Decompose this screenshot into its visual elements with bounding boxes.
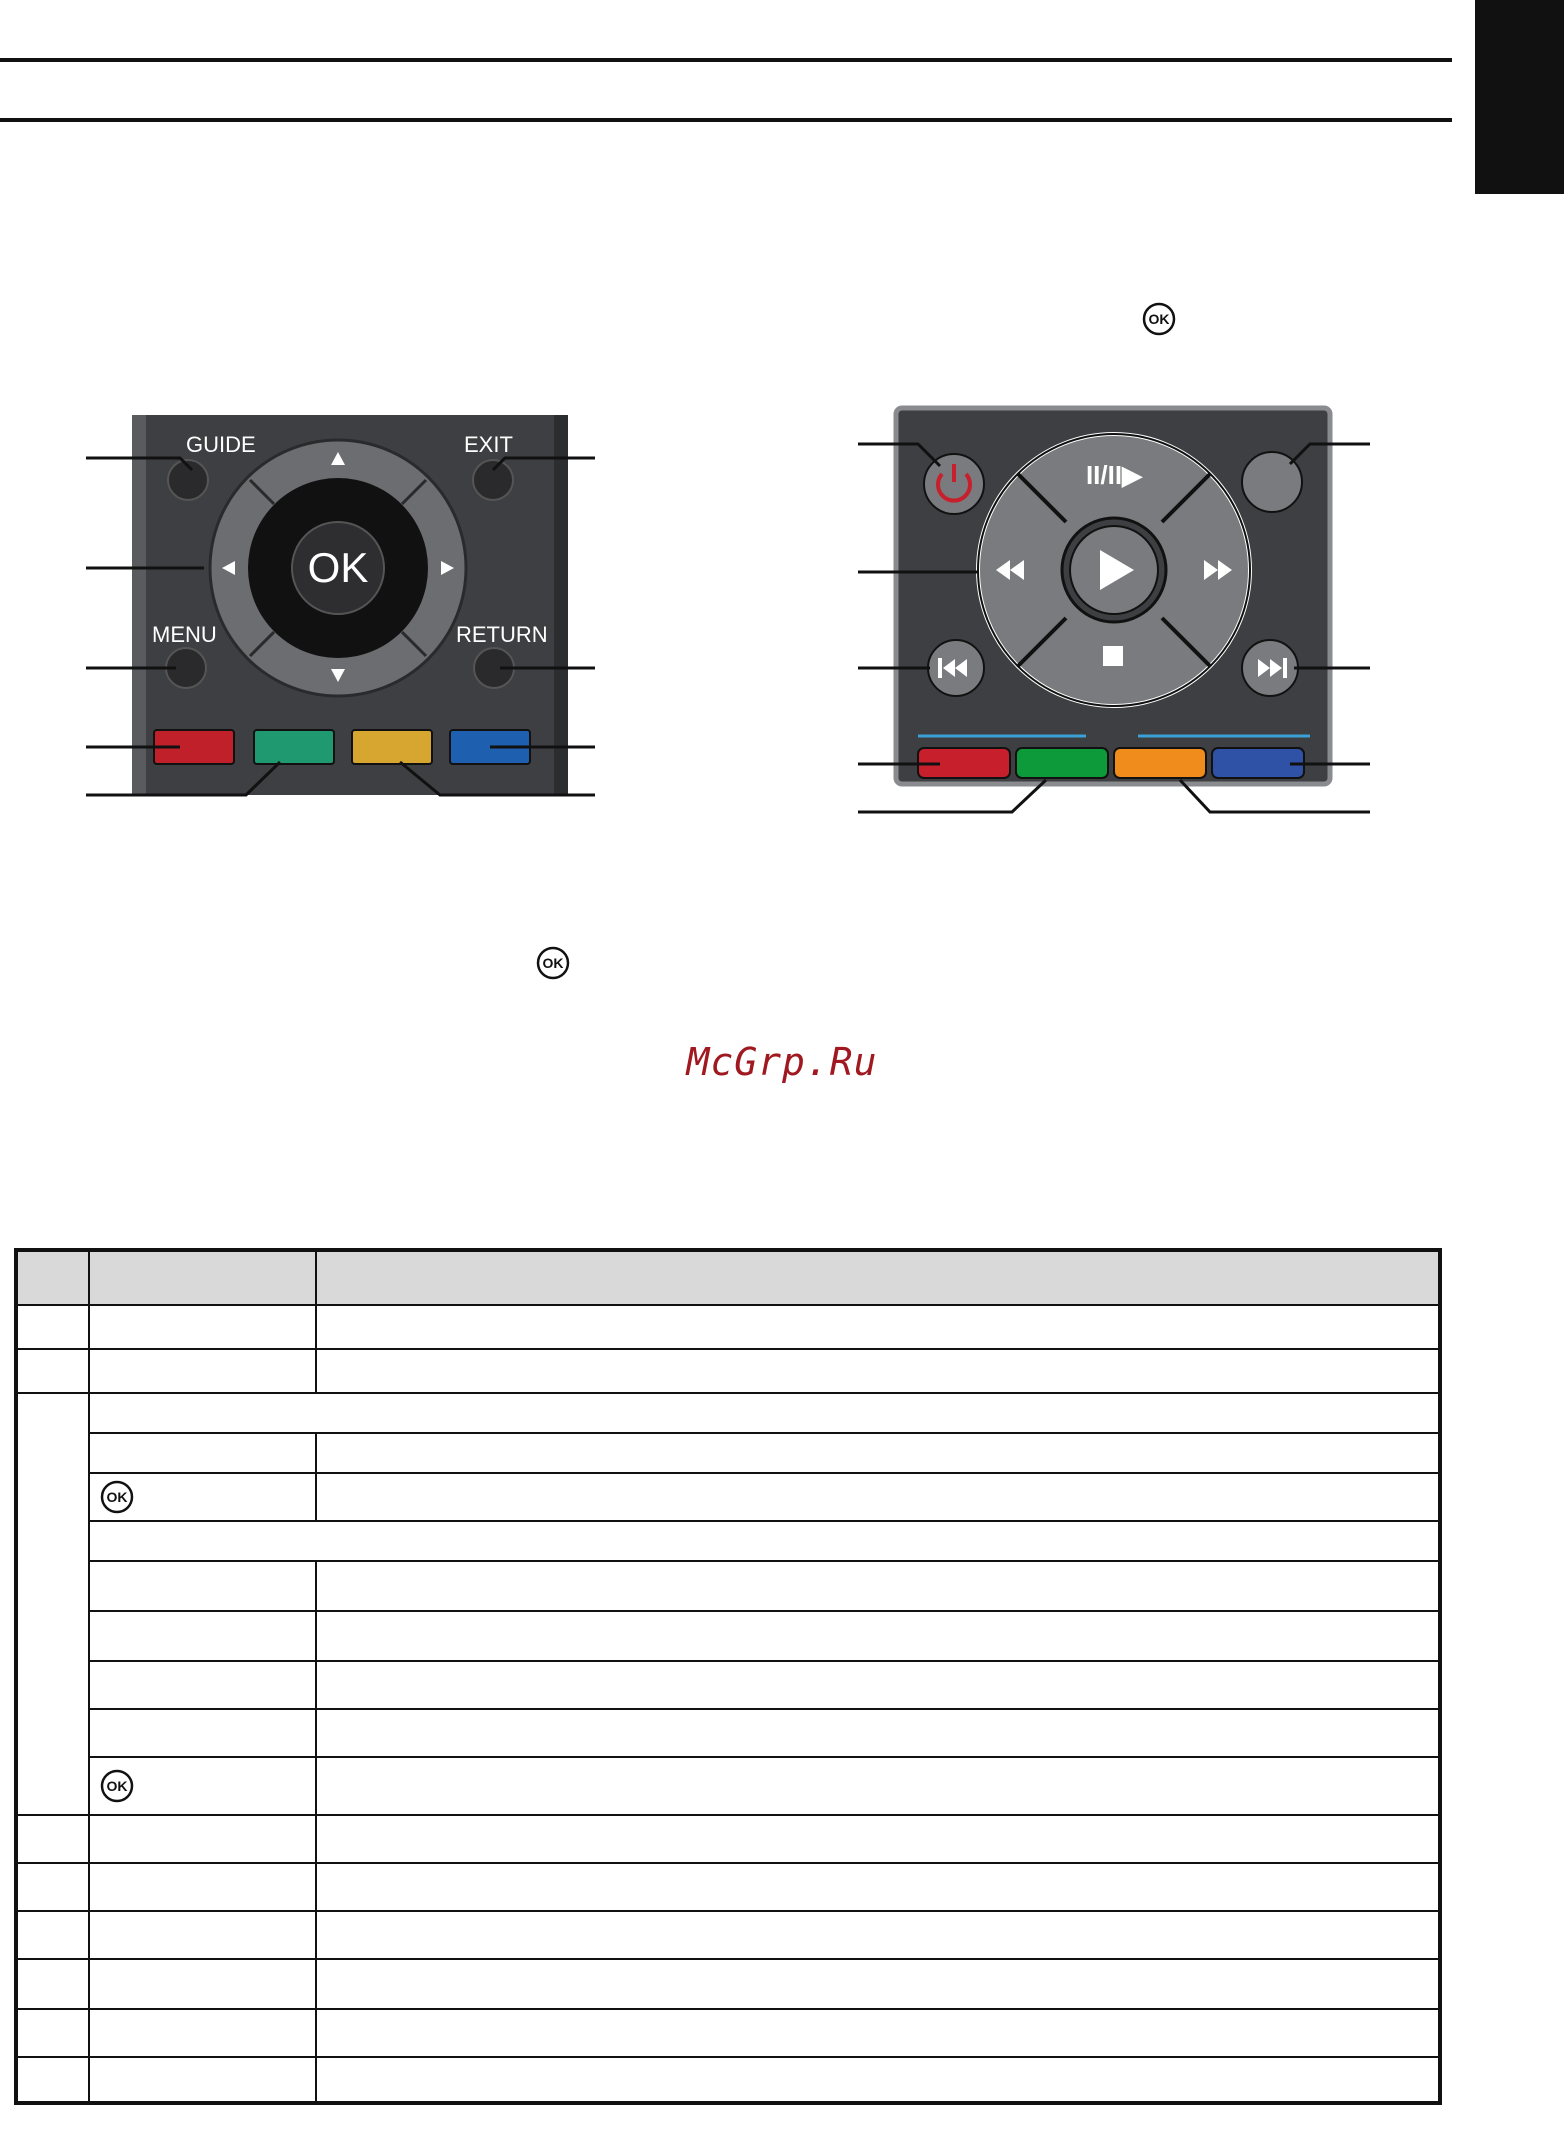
ok-symbol-icon xyxy=(100,1480,134,1514)
header-cell xyxy=(316,1250,1440,1305)
guide-label: GUIDE xyxy=(186,432,256,457)
table-cell xyxy=(316,1349,1440,1393)
header-cell xyxy=(16,1250,89,1305)
table-cell xyxy=(89,1863,316,1911)
table-cell xyxy=(89,1815,316,1863)
table-row xyxy=(16,1757,1440,1815)
return-label: RETURN xyxy=(456,622,548,647)
table-cell xyxy=(316,1757,1440,1815)
table-cell xyxy=(16,1911,89,1959)
orange-key[interactable] xyxy=(1114,748,1206,778)
table-row xyxy=(16,1393,1440,1433)
table-row xyxy=(16,2057,1440,2103)
table-cell xyxy=(89,1959,316,2009)
table-cell xyxy=(89,1661,316,1709)
table-row xyxy=(16,1305,1440,1349)
table-cell xyxy=(89,1611,316,1661)
table-row xyxy=(16,1863,1440,1911)
green-key[interactable] xyxy=(254,730,334,764)
table-cell xyxy=(316,1473,1440,1521)
table-cell xyxy=(316,1911,1440,1959)
ok-button-label: OK xyxy=(307,544,369,591)
power-button[interactable] xyxy=(924,454,984,514)
table-cell xyxy=(316,1561,1440,1611)
green-key[interactable] xyxy=(1016,748,1108,778)
table-cell xyxy=(316,1661,1440,1709)
table-cell xyxy=(89,1305,316,1349)
table-row xyxy=(16,1959,1440,2009)
menu-label: MENU xyxy=(152,622,217,647)
table-row xyxy=(16,1433,1440,1473)
header-cell xyxy=(89,1250,316,1305)
table-cell xyxy=(316,1959,1440,2009)
table-row xyxy=(16,1911,1440,1959)
table-cell xyxy=(89,1473,316,1521)
svg-text:OK: OK xyxy=(542,955,564,971)
svg-text:OK: OK xyxy=(1148,311,1170,327)
remote-playback-illustration xyxy=(850,402,1390,822)
header-rule-bottom xyxy=(0,118,1452,122)
table-cell xyxy=(316,1611,1440,1661)
table-row xyxy=(16,1709,1440,1757)
ok-symbol-icon xyxy=(536,946,570,980)
table-cell xyxy=(16,1959,89,2009)
table-row xyxy=(16,2009,1440,2057)
table-row xyxy=(16,1561,1440,1611)
table-cell xyxy=(89,1911,316,1959)
table-cell xyxy=(16,1393,89,1815)
table-cell xyxy=(316,1305,1440,1349)
table-cell xyxy=(89,2057,316,2103)
table-cell xyxy=(16,2057,89,2103)
table-row xyxy=(16,1661,1440,1709)
table-cell xyxy=(316,1815,1440,1863)
table-row xyxy=(16,1250,1440,1305)
table-cell xyxy=(16,1863,89,1911)
table-cell xyxy=(16,2009,89,2057)
svg-text:OK: OK xyxy=(106,1778,128,1794)
table-row xyxy=(16,1349,1440,1393)
table-cell xyxy=(16,1815,89,1863)
ok-symbol-icon xyxy=(100,1769,134,1803)
exit-label: EXIT xyxy=(464,432,513,457)
table-cell xyxy=(89,1349,316,1393)
table-cell xyxy=(16,1305,89,1349)
table-cell xyxy=(316,1433,1440,1473)
table-cell xyxy=(316,2009,1440,2057)
table-row xyxy=(16,1611,1440,1661)
table-cell xyxy=(89,1433,316,1473)
exit-button[interactable] xyxy=(473,460,513,500)
table-cell xyxy=(89,1757,316,1815)
table-cell xyxy=(89,1393,1440,1433)
table-cell xyxy=(89,1561,316,1611)
table-row xyxy=(16,1521,1440,1561)
svg-text:OK: OK xyxy=(106,1489,128,1505)
table-cell xyxy=(89,1709,316,1757)
remote-navigation-illustration xyxy=(80,410,620,810)
yellow-key[interactable] xyxy=(352,730,432,764)
table-cell xyxy=(316,1709,1440,1757)
table-cell xyxy=(316,2057,1440,2103)
table-cell xyxy=(89,2009,316,2057)
table-cell xyxy=(16,1349,89,1393)
table-cell xyxy=(89,1521,1440,1561)
watermark: McGrp.Ru xyxy=(686,1040,878,1084)
table-row xyxy=(16,1473,1440,1521)
language-side-tab xyxy=(1475,0,1564,194)
table-cell xyxy=(316,1863,1440,1911)
pause-step-icon[interactable]: II/II▶ xyxy=(1085,460,1143,490)
button-reference-table xyxy=(14,1248,1442,2105)
header-rule-top xyxy=(0,58,1452,62)
stop-icon[interactable] xyxy=(1103,646,1123,666)
table-row xyxy=(16,1815,1440,1863)
ok-symbol-icon xyxy=(1142,302,1176,336)
